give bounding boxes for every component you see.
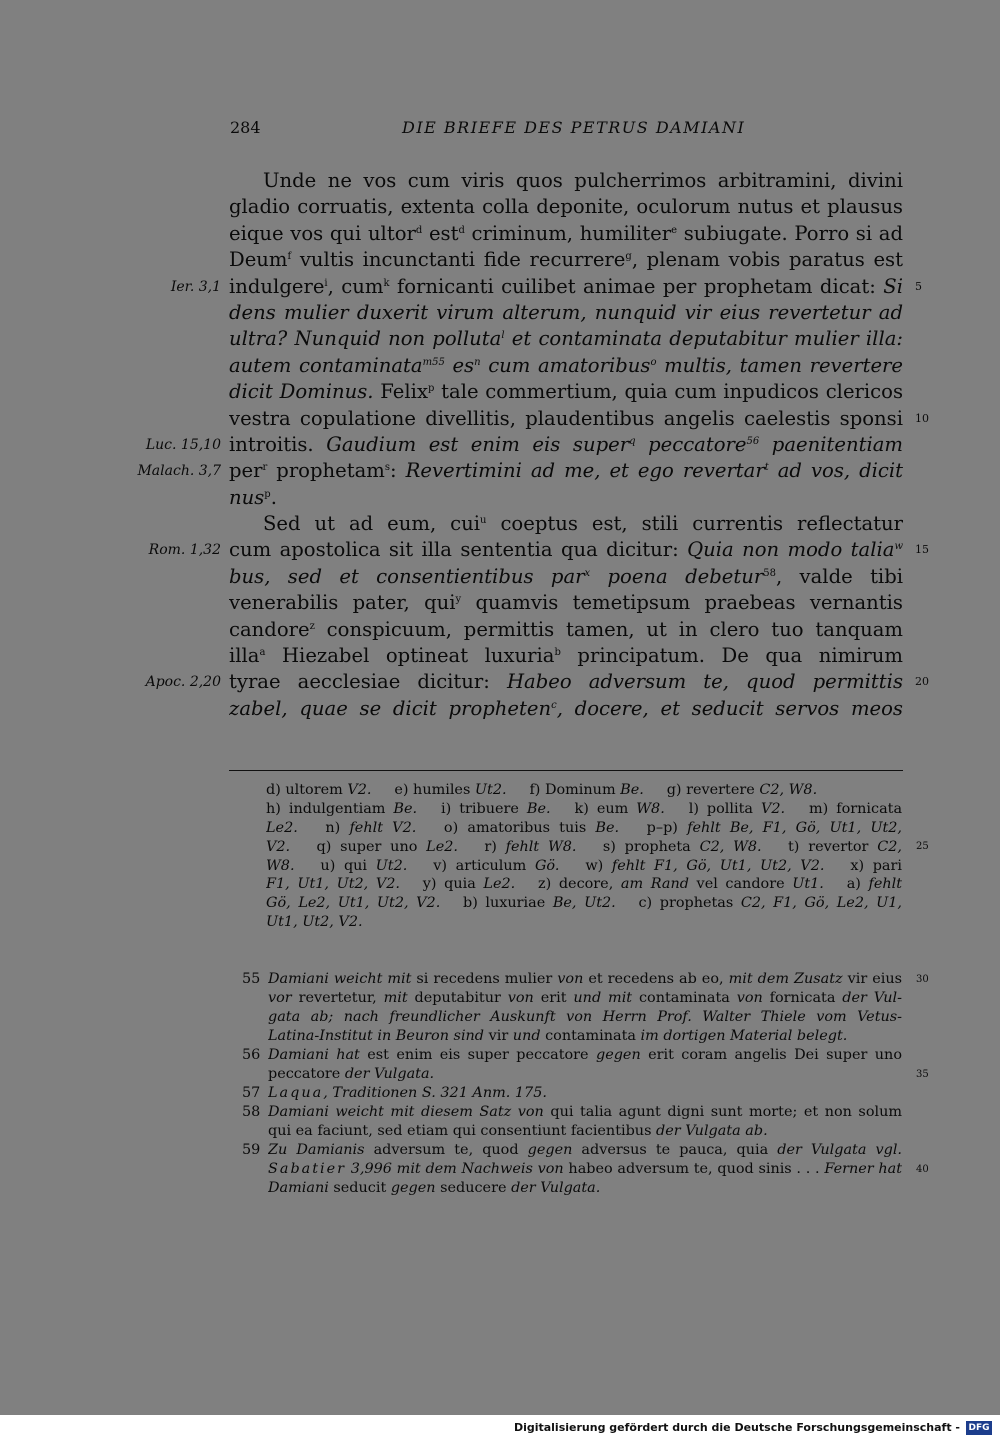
margin-ref: Rom. 1,32 xyxy=(148,542,221,559)
footnote-rule xyxy=(229,770,903,771)
footnote-number: 59 xyxy=(242,1142,261,1158)
footnote-number: 58 xyxy=(242,1104,261,1120)
line-number: 5 xyxy=(915,279,922,293)
line-number: 20 xyxy=(915,675,929,689)
margin-ref: Ier. 3,1 xyxy=(170,278,221,295)
footer-bar xyxy=(0,1415,1000,1441)
footnote-number: 57 xyxy=(242,1085,261,1101)
line-number: 25 xyxy=(916,840,929,852)
main-text: Unde ne vos cum viris quos pulcherrimos arbitramini, divini gladio corruatis, extenta colla deponite, oculorum nutus et plausus eique vos qui ultor$^d$ est$^d$ criminum, humiliter$^e$ subiugate. Porro si ad Deum$^f$ vultis incunctanti fide recurrere$^g$, plenam vobis paratus est Ier. 3,1 indulgere$^i$, cum$^k$ fornicanti cuilibet animae per prophetam dicat: Si 5 dens mulier duxerit virum alterum, nunquid vir eius revertetur ad ultra? Nunquid non polluta$^l$ et contaminata deputabitur mulier illa: autem contaminata$^{m55}$ $es^n$ cum amatoribus$^o$ multis, tamen revertere dicit Dominus. Felix$^p$ tale commertium, quia cum inpudicos clericos vestra copulatione divellitis, plaudentibus angelis caelestis sponsi 10 Luc. 15,10 introitis. Gaudium est enim eis super$^q$ peccatore$^{56}$ paenitentiam Malach. 3,7 per$^r$ prophetam$^s$: Revertimini ad me, et ego revertar$^t$ ad vos, dicit nus$^p$. Sed ut ad eum, cui$^u$ coeptus est, stili currentis reflectatur Rom. 1,32 cum apostolica sit illa sententia qua dicitur: Quia non modo talia$^w$ 15 bus, sed et consentientibus par$^x$ poena debetur$^{58}$, valde tibi venerabilis pater, qui$^y$ quamvis temetipsum praebeas vernantis candore$^z$ conspicuum, permittis tamen, ut in clero tuo tanquam illa$^a$ Hiezabel optineat luxuria$^b$ principatum. De qua nimirum Apoc. 2,20 tyrae aecclesiae dicitur: Habeo adversum te, quod permittis 20 zabel, quae se dicit propheten$^c$, docere, et seducit servos meos xyxy=(137,169,929,720)
footnote-number: 56 xyxy=(242,1047,261,1063)
margin-ref: Malach. 3,7 xyxy=(137,463,221,480)
funding-credit: Digitalisierung gefördert durch die Deutsche Forschungsgemeinschaft - xyxy=(513,1421,960,1434)
line-number: 40 xyxy=(916,1164,929,1175)
critical-apparatus: d) ultorem V2. e) humiles Ut2. f) Dominum Be. g) revertere C2, W8. h) indulgentiam Be. i) tribuere Be. k) eum W8. l) pollita V2. m) fornicata Le2. n) fehlt V2. o) amatoribus tuis Be. p–p) fehlt Be, F1, Gö, Ut1, Ut2, V2. q) super uno Le2. r) fehlt W8. s) propheta C2, W8. t) revertor C2, 25 W8. u) qui Ut2. v) articulum Gö. w) fehlt F1, Gö, Ut1, Ut2, V2. x) pari F1, Ut1, Ut2, V2. y) quia Le2. z) decore, am Rand vel candore Ut1. a) fehlt Gö, Le2, Ut1, Ut2, V2. b) luxuriae Be, Ut2. c) prophetas C2, F1, Gö, Le2, U1, Ut1, Ut2, V2. xyxy=(266,782,929,931)
line-number: 10 xyxy=(915,411,929,425)
source-notes: 55 Damiani weicht mit si recedens mulier von et recedens ab eo, mit dem Zusatz vir eius 30 vor revertetur, mit deputabitur von erit und mit contaminata von fornicata der Vul- gata ab; nach freundlicher Auskunft von Herrn Prof. Walter Thiele vom Vetus- Latina-Institut in Beuron sind vir und contaminata im dortigen Material belegt. 56 Damiani hat est enim eis super peccatore gegen erit coram angelis Dei super uno peccatore der Vulgata. 35 57 Laqua, Traditionen S. 321 Anm. 175. 58 Damiani weicht mit diesem Satz von qui talia agunt digni sunt morte; et non solum qui ea faciunt, sed etiam qui consentiunt facientibus der Vulgata ab. 59 Zu Damianis adversum te, quod gegen adversus te pauca, quia der Vulgata vgl. Sabatier 3,996 mit dem Nachweis von habeo adversum te, quod sinis . . . Ferner hat 40 Damiani seducit gegen seducere der Vulgata. xyxy=(242,971,929,1196)
margin-ref: Apoc. 2,20 xyxy=(145,674,221,691)
line-number: 30 xyxy=(916,974,929,985)
margin-ref: Luc. 15,10 xyxy=(145,436,221,453)
page-number: 284 xyxy=(230,118,261,137)
running-title: DIE BRIEFE DES PETRUS DAMIANI xyxy=(402,118,746,137)
line-number: 35 xyxy=(916,1069,929,1080)
line-number: 15 xyxy=(915,543,929,557)
footnote-number: 55 xyxy=(242,971,261,987)
dfg-logo: DFG xyxy=(966,1421,992,1435)
